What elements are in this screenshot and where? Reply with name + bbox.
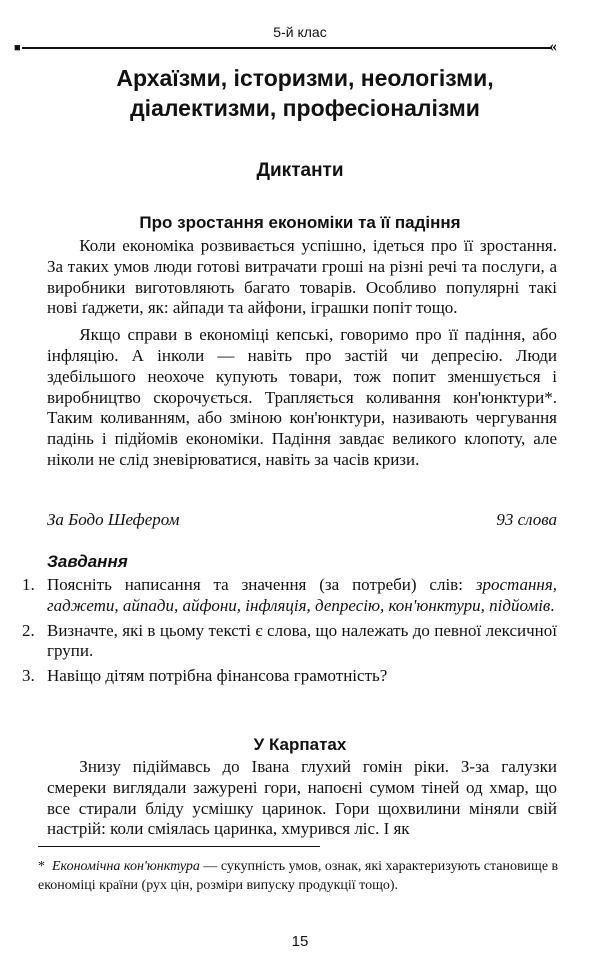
footnote-term: Економічна кон'юнктура [52,859,200,874]
page-title-line2: діалектизми, професіоналізми [130,95,480,121]
task-number: 3. [22,666,35,686]
word-count: 93 слова [496,510,557,529]
task-text: Визначте, які в цьому тексті є слова, що належать до певної лексичної групи. [47,620,557,661]
tasks-list [22,575,557,691]
dictation-paragraph: Коли економіка розвивається успішно, ідеться про її зростання. За таких умов люди готові витрачати гроші на різні речі та послуги, а виробники виготовляють багато товарів. Особливо популярні такі нові ґаджети, як: айпади та айфони, іграшки попіт тощо. [47,236,557,318]
dictation-attribution [47,510,557,530]
dictation-text-carpathians [47,757,557,840]
page-number: 15 [291,933,309,950]
task-text: Поясніть написання та значення (за потреби) слів: зростання, гаджети, айпади, айфони, інфляція, депресію, кон'юнктури, підйомів. [47,575,557,615]
dictation-text-economy [47,236,557,471]
task-number: 1. [22,575,35,594]
footnote [38,857,560,895]
author-credit: За Бодо Шефером [47,510,180,529]
section-heading-dictations: Диктанти [256,160,344,181]
dictation-title-economy: Про зростання економіки та її падіння [139,213,461,232]
header-rule [22,47,552,49]
page-title [40,63,570,123]
task-item [22,621,557,663]
footnote-definition: — сукупність умов, ознак, які характеризують становище в економіці країни (рух цін, розміри випуску продукції тощо). [38,859,559,893]
tasks-heading: Завдання [47,552,128,571]
dictation-title-carpathians: У Карпатах [253,735,347,754]
header-rule-left-mark: ■ [14,42,21,54]
header-rule-right-mark: « [549,38,557,55]
footnote-marker: * [38,859,45,874]
task-item [22,666,557,687]
task-number: 2. [22,620,35,640]
running-header: 5-й клас [273,24,327,40]
dictation-paragraph: Якщо справи в економіці кепські, говоримо про її падіння, або інфляцію. А інколи — навіть про застій чи депресію. Люди здебільшого неохоче купують товари, тож попит зменшується і виробництво скорочується. Трапляється коливання кон'юнктури*. Таким коливанням, або зміною кон'юнктури, називають чергування падінь і підйомів економіки. Падіння завдає великого клопоту, але ніколи не слід зневірюватися, навіть за часів кризи. [47,325,557,469]
dictation-paragraph: Знизу підіймавсь до Івана глухий гомін ріки. З-за галузки смереки виглядали зажурені гори, напоєні сумом тіней од хмар, що все стирали бліду усмішку царинок. Гори щохвилини міняли свій настрій: коли сміялась царинка, хмурився ліс. І як [47,757,557,839]
page-title-line1: Архаїзми, історизми, неологізми, [116,65,494,91]
task-item [22,575,557,617]
footnote-rule [38,846,320,847]
task-text: Навіщо дітям потрібна фінансова грамотність? [47,666,388,686]
task-italic-words: зростання, гаджети, айпади, айфони, інфляція, депресію, кон'юнктури, підйомів [47,575,557,615]
